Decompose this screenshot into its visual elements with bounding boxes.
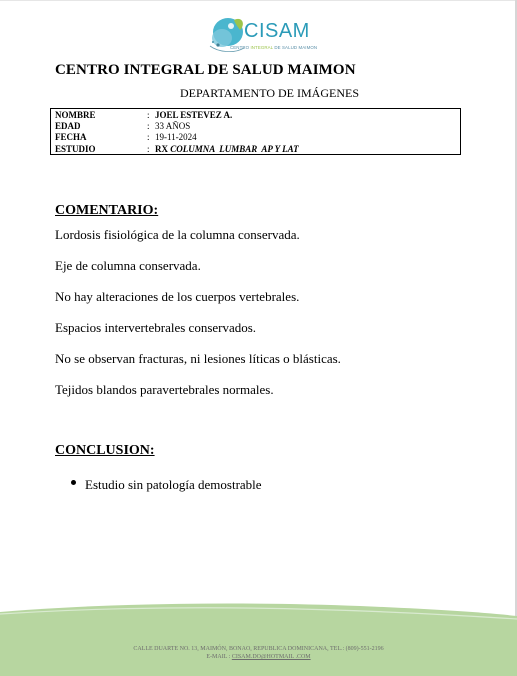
field-separator: : bbox=[147, 132, 150, 143]
patient-age: 33 AÑOS bbox=[155, 121, 191, 132]
email-label: E-MAIL : bbox=[206, 654, 232, 660]
footer-email-line bbox=[0, 654, 517, 660]
email-link[interactable]: CISAM.DO@HOTMAIL .COM bbox=[231, 654, 311, 660]
field-label: EDAD bbox=[55, 121, 81, 132]
field-label: NOMBRE bbox=[55, 110, 96, 120]
logo-subtitle: CENTRO INTEGRAL DE SALUD MAIMON bbox=[230, 45, 318, 50]
page-top-edge bbox=[0, 0, 517, 1]
patient-row-date bbox=[55, 132, 456, 143]
bullet-icon bbox=[71, 480, 76, 485]
comment-heading: COMENTARIO: bbox=[55, 203, 159, 218]
conclusion-heading: CONCLUSION: bbox=[55, 443, 155, 458]
finding-item: No se observan fracturas, ni lesiones líticas o blásticas. bbox=[55, 351, 341, 366]
finding-item: No hay alteraciones de los cuerpos vertebrales. bbox=[55, 289, 300, 304]
footer-wave bbox=[0, 600, 517, 676]
center-title: CENTRO INTEGRAL DE SALUD MAIMON bbox=[55, 62, 356, 78]
patient-name: JOEL ESTEVEZ A. bbox=[155, 110, 233, 120]
field-label: ESTUDIO bbox=[55, 143, 96, 154]
conclusion-item: Estudio sin patología demostrable bbox=[85, 477, 262, 492]
field-label: FECHA bbox=[55, 132, 87, 143]
study-prefix: RX bbox=[155, 143, 171, 154]
finding-item: Eje de columna conservada. bbox=[55, 258, 201, 273]
field-separator: : bbox=[147, 143, 150, 154]
finding-item: Tejidos blandos paravertebrales normales. bbox=[55, 382, 274, 397]
finding-item: Espacios intervertebrales conservados. bbox=[55, 320, 257, 335]
department-title: DEPARTAMENTO DE IMÁGENES bbox=[180, 86, 359, 100]
study-date: 19-11-2024 bbox=[155, 132, 197, 143]
field-separator: : bbox=[147, 110, 150, 120]
finding-item: Lordosis fisiológica de la columna conservada. bbox=[55, 227, 300, 242]
patient-row-name bbox=[55, 110, 456, 121]
cisam-logo bbox=[204, 12, 324, 58]
patient-info-box bbox=[50, 108, 461, 155]
study-name: COLUMNA LUMBAR AP Y LAT bbox=[170, 143, 299, 154]
field-separator: : bbox=[147, 121, 150, 132]
patient-row-study bbox=[55, 144, 456, 155]
logo-wordmark: CISAM bbox=[244, 20, 310, 42]
patient-row-age bbox=[55, 121, 456, 132]
footer-address: CALLE DUARTE NO. 13, MAIMÓN, BONAO, REPUBLICA DOMINICANA, TEL.: (809)-551-2196 bbox=[133, 646, 384, 652]
